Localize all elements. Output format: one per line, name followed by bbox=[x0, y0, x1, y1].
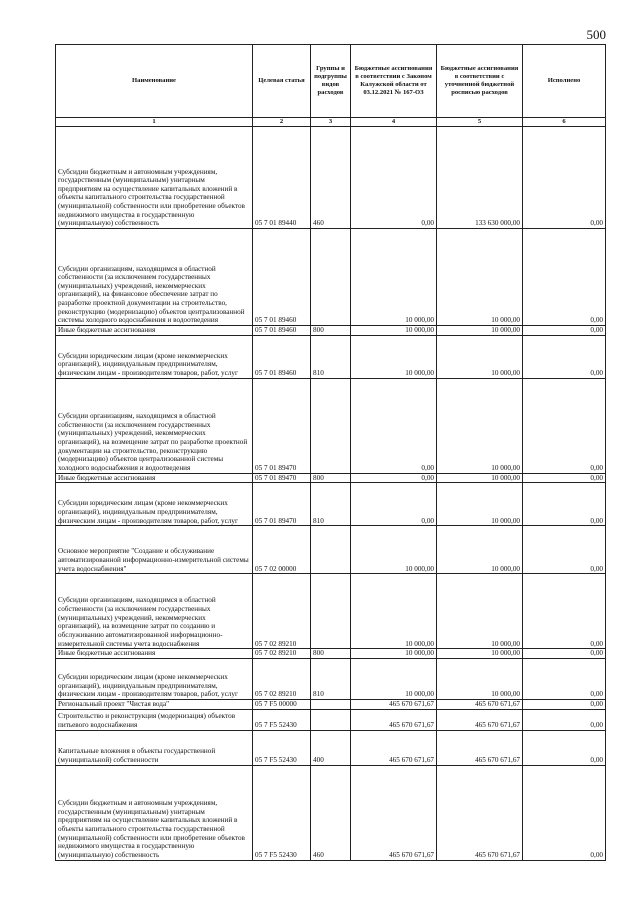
row-updated: 10 000,00 bbox=[437, 574, 523, 649]
header-executed: Исполнено bbox=[523, 45, 606, 118]
row-group: 810 bbox=[311, 483, 351, 526]
row-updated: 10 000,00 bbox=[437, 658, 523, 699]
row-name: Субсидии бюджетным и автономным учреждениям, государственным (муниципальным) унитарным предприятиям на осуществление капитальных вложений в объекты капитального строительства государственной (муниципальной) собственности или приобретение объектов недвижимого имущества в государственную (муниципальную) собственность bbox=[56, 127, 253, 229]
row-group bbox=[311, 526, 351, 574]
row-group: 800 bbox=[311, 649, 351, 659]
table-row bbox=[56, 127, 606, 229]
row-executed: 0,00 bbox=[523, 326, 606, 336]
header-target: Целевая статья bbox=[253, 45, 311, 118]
row-group: 460 bbox=[311, 765, 351, 860]
column-number: 6 bbox=[523, 118, 606, 127]
row-executed: 0,00 bbox=[523, 765, 606, 860]
row-executed: 0,00 bbox=[523, 658, 606, 699]
row-updated: 10 000,00 bbox=[437, 335, 523, 378]
table-row bbox=[56, 473, 606, 483]
row-name: Основное мероприятие "Создание и обслуживание автоматизированной информационно-измерительной системы учета водоснабжения" bbox=[56, 526, 253, 574]
row-updated: 465 670 671,67 bbox=[437, 709, 523, 730]
row-name: Субсидии бюджетным и автономным учреждениям, государственным (муниципальным) унитарным предприятиям на осуществление капитальных вложений в объекты капитального строительства государственной (муниципальной) собственности или приобретение объектов недвижимого имущества в государственную (муниципальную) собственность bbox=[56, 765, 253, 860]
row-updated: 465 670 671,67 bbox=[437, 765, 523, 860]
row-law: 465 670 671,67 bbox=[351, 765, 437, 860]
row-name: Иные бюджетные ассигнования bbox=[56, 326, 253, 336]
row-code: 05 7 01 89460 bbox=[253, 326, 311, 336]
column-number: 3 bbox=[311, 118, 351, 127]
table-row bbox=[56, 378, 606, 473]
table-row bbox=[56, 526, 606, 574]
row-code: 05 7 01 89460 bbox=[253, 229, 311, 326]
header-group: Группы и подгруппы видов расходов bbox=[311, 45, 351, 118]
header-name: Наименование bbox=[56, 45, 253, 118]
table-row bbox=[56, 765, 606, 860]
row-updated: 465 670 671,67 bbox=[437, 730, 523, 765]
row-updated: 133 630 000,00 bbox=[437, 127, 523, 229]
row-group bbox=[311, 378, 351, 473]
table-row bbox=[56, 574, 606, 649]
row-executed: 0,00 bbox=[523, 127, 606, 229]
column-number: 4 bbox=[351, 118, 437, 127]
row-name: Субсидии юридическим лицам (кроме некоммерческих организаций), индивидуальным предпринимателям, физическим лицам - производителям товаров, работ, услуг bbox=[56, 335, 253, 378]
row-code: 05 7 F5 52430 bbox=[253, 765, 311, 860]
header-row bbox=[56, 45, 606, 118]
row-executed: 0,00 bbox=[523, 473, 606, 483]
page-number: 500 bbox=[586, 27, 606, 42]
row-group: 810 bbox=[311, 335, 351, 378]
row-law: 465 670 671,67 bbox=[351, 709, 437, 730]
row-executed: 0,00 bbox=[523, 730, 606, 765]
table-row bbox=[56, 229, 606, 326]
row-code: 05 7 F5 52430 bbox=[253, 709, 311, 730]
row-group: 460 bbox=[311, 127, 351, 229]
row-executed: 0,00 bbox=[523, 526, 606, 574]
table-row bbox=[56, 483, 606, 526]
row-name: Субсидии юридическим лицам (кроме некоммерческих организаций), индивидуальным предпринимателям, физическим лицам - производителям товаров, работ, услуг bbox=[56, 483, 253, 526]
row-law: 10 000,00 bbox=[351, 649, 437, 659]
header-updated: Бюджетные ассигнования в соответствии с уточненной бюджетной росписью расходов bbox=[437, 45, 523, 118]
row-name: Иные бюджетные ассигнования bbox=[56, 649, 253, 659]
row-updated: 465 670 671,67 bbox=[437, 699, 523, 709]
row-code: 05 7 F5 00000 bbox=[253, 699, 311, 709]
row-group: 400 bbox=[311, 730, 351, 765]
row-name: Субсидии организациям, находящимся в областной собственности (за исключением государственных (муниципальных) учреждений, некоммерческих организаций), на финансовое обеспечение затрат по разработке проектной документации на строительство, реконструкцию (модернизацию) объектов централизованной системы холодного водоснабжения и водоотведения bbox=[56, 229, 253, 326]
row-group: 800 bbox=[311, 326, 351, 336]
row-code: 05 7 01 89470 bbox=[253, 473, 311, 483]
row-name: Строительство и реконструкция (модернизация) объектов питьевого водоснабжения bbox=[56, 709, 253, 730]
row-group bbox=[311, 709, 351, 730]
table-row bbox=[56, 335, 606, 378]
row-executed: 0,00 bbox=[523, 709, 606, 730]
table-row bbox=[56, 709, 606, 730]
row-group bbox=[311, 699, 351, 709]
row-executed: 0,00 bbox=[523, 378, 606, 473]
budget-table bbox=[55, 44, 606, 861]
table-row bbox=[56, 649, 606, 659]
row-law: 10 000,00 bbox=[351, 229, 437, 326]
row-updated: 10 000,00 bbox=[437, 378, 523, 473]
row-updated: 10 000,00 bbox=[437, 483, 523, 526]
row-updated: 10 000,00 bbox=[437, 526, 523, 574]
row-name: Региональный проект "Чистая вода" bbox=[56, 699, 253, 709]
row-code: 05 7 01 89470 bbox=[253, 483, 311, 526]
row-law: 0,00 bbox=[351, 473, 437, 483]
row-group bbox=[311, 229, 351, 326]
row-code: 05 7 02 89210 bbox=[253, 649, 311, 659]
row-name: Субсидии организациям, находящимся в областной собственности (за исключением государственных (муниципальных) учреждений, некоммерческих организаций), на возмещение затрат по разработке проектной документации на строительство, реконструкцию (модернизацию) объектов централизованной системы холодного водоснабжения и водоотведения bbox=[56, 378, 253, 473]
row-group: 810 bbox=[311, 658, 351, 699]
table-row bbox=[56, 699, 606, 709]
header-law: Бюджетные ассигнования в соответствии с Законом Калужской области от 03.12.2021 № 167-ОЗ bbox=[351, 45, 437, 118]
row-law: 10 000,00 bbox=[351, 335, 437, 378]
row-executed: 0,00 bbox=[523, 699, 606, 709]
row-code: 05 7 01 89440 bbox=[253, 127, 311, 229]
row-executed: 0,00 bbox=[523, 229, 606, 326]
row-law: 465 670 671,67 bbox=[351, 730, 437, 765]
row-law: 0,00 bbox=[351, 127, 437, 229]
row-code: 05 7 02 89210 bbox=[253, 658, 311, 699]
row-group bbox=[311, 574, 351, 649]
row-law: 465 670 671,67 bbox=[351, 699, 437, 709]
row-name: Субсидии юридическим лицам (кроме некоммерческих организаций), индивидуальным предпринимателям, физическим лицам - производителям товаров, работ, услуг bbox=[56, 658, 253, 699]
row-code: 05 7 01 89470 bbox=[253, 378, 311, 473]
table-row bbox=[56, 730, 606, 765]
column-number: 2 bbox=[253, 118, 311, 127]
row-code: 05 7 01 89460 bbox=[253, 335, 311, 378]
row-law: 10 000,00 bbox=[351, 658, 437, 699]
row-law: 0,00 bbox=[351, 378, 437, 473]
row-executed: 0,00 bbox=[523, 649, 606, 659]
row-name: Субсидии организациям, находящимся в областной собственности (за исключением государственных (муниципальных) учреждений, некоммерческих организаций), на возмещение затрат по созданию и обслуживанию автоматизированной информационно-измерительной системы учета водоснабжения bbox=[56, 574, 253, 649]
row-law: 10 000,00 bbox=[351, 526, 437, 574]
row-law: 10 000,00 bbox=[351, 326, 437, 336]
table-row bbox=[56, 658, 606, 699]
row-updated: 10 000,00 bbox=[437, 326, 523, 336]
row-executed: 0,00 bbox=[523, 574, 606, 649]
column-number: 5 bbox=[437, 118, 523, 127]
row-law: 10 000,00 bbox=[351, 574, 437, 649]
row-updated: 10 000,00 bbox=[437, 229, 523, 326]
row-executed: 0,00 bbox=[523, 335, 606, 378]
row-code: 05 7 02 00000 bbox=[253, 526, 311, 574]
row-name: Иные бюджетные ассигнования bbox=[56, 473, 253, 483]
table-row bbox=[56, 326, 606, 336]
row-law: 0,00 bbox=[351, 483, 437, 526]
row-code: 05 7 02 89210 bbox=[253, 574, 311, 649]
row-code: 05 7 F5 52430 bbox=[253, 730, 311, 765]
row-updated: 10 000,00 bbox=[437, 473, 523, 483]
column-number-row bbox=[56, 118, 606, 127]
row-updated: 10 000,00 bbox=[437, 649, 523, 659]
column-number: 1 bbox=[56, 118, 253, 127]
row-name: Капитальные вложения в объекты государственной (муниципальной) собственности bbox=[56, 730, 253, 765]
row-group: 800 bbox=[311, 473, 351, 483]
row-executed: 0,00 bbox=[523, 483, 606, 526]
